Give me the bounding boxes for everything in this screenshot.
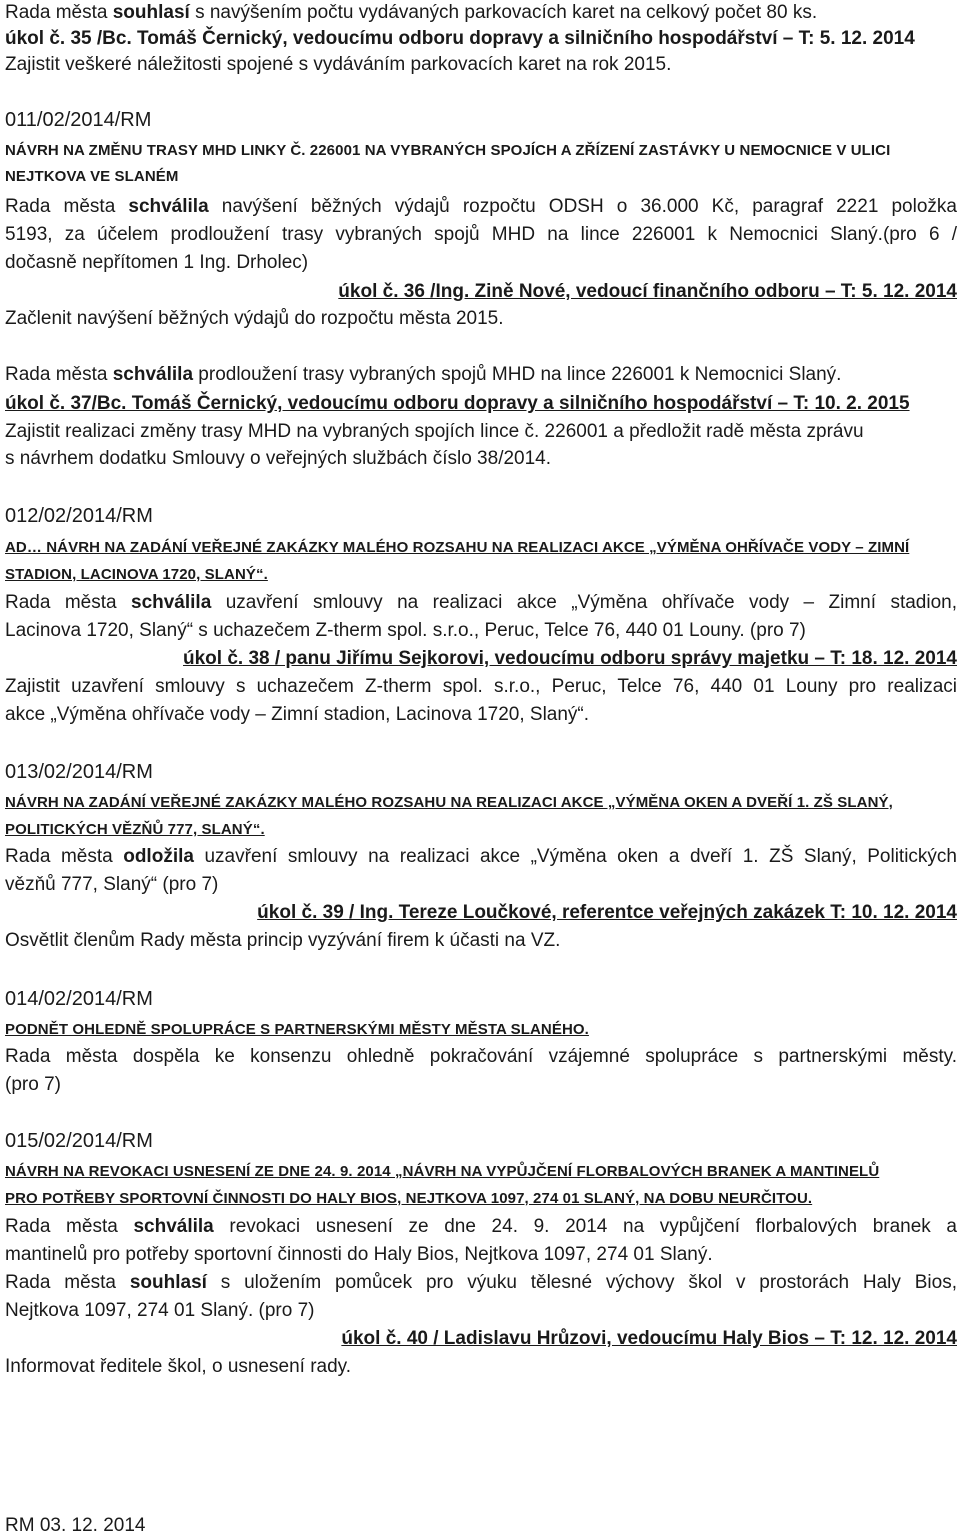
resolution-verb: odložila [123,846,194,867]
resolution-text-015-b-l2: Nejtkova 1097, 274 01 Slaný. (pro 7) [5,1300,315,1321]
resolution-verb: schválila [128,196,209,217]
resolution-text-014: Rada města dospěla ke konsenzu ohledně pokračování vzájemné spolupráce s partnerskými městy. [5,1046,957,1067]
resolution-text-011-b: Rada města schválila prodloužení trasy vybraných spojů MHD na lince 226001 k Nemocnici Slaný. [5,364,842,385]
resolution-text-014-l2: (pro 7) [5,1074,61,1095]
resolution-verb: schválila [131,592,212,613]
task-38-text: Zajistit uzavření smlouvy s uchazečem Z-therm spol. s.r.o., Peruc, Telce 76, 440 01 Louny pro realizaci [5,676,957,697]
page-footer: RM 03. 12. 2014 [5,1515,146,1536]
task-35: úkol č. 35 /Bc. Tomáš Černický, vedoucímu odboru dopravy a silničního hospodářství – T: 5. 12. 2014 [5,28,915,49]
resolution-text-011-l3: dočasně nepřítomen 1 Ing. Drholec) [5,252,309,273]
resolution-verb: souhlasí [129,1272,207,1293]
resolution-text-011: Rada města schválila navýšení běžných výdajů rozpočtu ODSH o 36.000 Kč, paragraf 2221 položka [5,196,957,217]
resolution-id-011: 011/02/2014/RM [5,109,152,131]
resolution-title-011-cont: NEJTKOVA VE SLANÉM [5,168,179,185]
task-40: úkol č. 40 / Ladislavu Hrůzovi, vedoucímu Haly Bios – T: 12. 12. 2014 [341,1328,957,1349]
resolution-verb: schválila [133,1216,214,1237]
resolution-title-013: NÁVRH NA ZADÁNÍ VEŘEJNÉ ZAKÁZKY MALÉHO ROZSAHU NA REALIZACI AKCE „VÝMĚNA OKEN A DVEŘÍ 1. ZŠ SLANÝ, [5,794,893,811]
resolution-title-015: NÁVRH NA REVOKACI USNESENÍ ZE DNE 24. 9. 2014 „NÁVRH NA VYPŮJČENÍ FLORBALOVÝCH BRANEK A MANTINELŮ [5,1163,880,1180]
task-38-text-l2: akce „Výměna ohřívače vody – Zimní stadion, Lacinova 1720, Slaný“. [5,704,590,725]
resolution-text-015-b: Rada města souhlasí s uložením pomůcek pro výuku tělesné výchovy škol v prostorách Haly Bios, [5,1272,957,1293]
resolution-title-012-cont: STADION, LACINOVA 1720, SLANÝ“. [5,566,268,583]
task-37-text-l2: s návrhem dodatku Smlouvy o veřejných službách číslo 38/2014. [5,448,552,469]
resolution-id-015: 015/02/2014/RM [5,1130,153,1152]
resolution-id-013: 013/02/2014/RM [5,761,153,783]
task-36: úkol č. 36 /Ing. Zině Nové, vedoucí finančního odboru – T: 5. 12. 2014 [338,281,957,302]
task-36-text: Začlenit navýšení běžných výdajů do rozpočtu města 2015. [5,308,504,329]
resolution-text-013-l2: vězňů 777, Slaný“ (pro 7) [5,874,219,895]
resolution-text-013: Rada města odložila uzavření smlouvy na realizaci akce „Výměna oken a dveří 1. ZŠ Slaný, Politických [5,846,957,867]
task-40-text: Informovat ředitele škol, o usnesení rady. [5,1356,352,1377]
resolution-id-012: 012/02/2014/RM [5,505,153,527]
resolution-id-014: 014/02/2014/RM [5,988,153,1010]
resolution-text-011-l2: 5193, za účelem prodloužení trasy vybraných spojů MHD na lince 226001 k Nemocnici Slaný.(pro 6 / [5,224,957,245]
resolution-text-012: Rada města schválila uzavření smlouvy na realizaci akce „Výměna ohřívače vody – Zimní stadion, [5,592,957,613]
resolution-text-015-l2: mantinelů pro potřeby sportovní činnosti do Haly Bios, Nejtkova 1097, 274 01 Slaný. [5,1244,713,1265]
resolution-verb: souhlasí [112,2,190,23]
resolution-text-012-l2: Lacinova 1720, Slaný“ s uchazečem Z-therm spol. s.r.o., Peruc, Telce 76, 440 01 Louny. (pro 7) [5,620,806,641]
task-39-text: Osvětlit členům Rady města princip vyzývání firem k účasti na VZ. [5,930,561,951]
resolution-title-015-cont: PRO POTŘEBY SPORTOVNÍ ČINNOSTI DO HALY BIOS, NEJTKOVA 1097, 274 01 SLANÝ, NA DOBU NEURČITOU. [5,1190,813,1207]
resolution-text-015: Rada města schválila revokaci usnesení ze dne 24. 9. 2014 na vypůjčení florbalových branek a [5,1216,957,1237]
task-37: úkol č. 37/Bc. Tomáš Černický, vedoucímu odboru dopravy a silničního hospodářství – T: 10. 2. 2015 [5,393,910,414]
resolution-title-012: AD… NÁVRH NA ZADÁNÍ VEŘEJNÉ ZAKÁZKY MALÉHO ROZSAHU NA REALIZACI AKCE „VÝMĚNA OHŘÍVAČE VODY – ZIMNÍ [5,539,910,556]
task-39: úkol č. 39 / Ing. Tereze Loučkové, referentce veřejných zakázek T: 10. 12. 2014 [257,902,957,923]
resolution-title-014: PODNĚT OHLEDNĚ SPOLUPRÁCE S PARTNERSKÝMI MĚSTY MĚSTA SLANÉHO. [5,1021,589,1038]
task-38: úkol č. 38 / panu Jiřímu Sejkorovi, vedoucímu odboru správy majetku – T: 18. 12. 2014 [183,648,957,669]
task-35-text: Zajistit veškeré náležitosti spojené s vydáváním parkovacích karet na rok 2015. [5,54,672,75]
resolution-title-011: NÁVRH NA ZMĚNU TRASY MHD LINKY Č. 226001 NA VYBRANÝCH SPOJÍCH A ZŘÍZENÍ ZASTÁVKY U NEMOCNICE V ULICI [5,142,891,159]
intro-resolution: Rada města souhlasí s navýšením počtu vydávaných parkovacích karet na celkový počet 80 ks. [5,2,818,23]
task-37-text: Zajistit realizaci změny trasy MHD na vybraných spojích lince č. 226001 a předložit radě města zprávu [5,421,864,442]
resolution-verb: schválila [112,364,194,385]
resolution-title-013-cont: POLITICKÝCH VĚZŇŮ 777, SLANÝ“. [5,821,265,838]
